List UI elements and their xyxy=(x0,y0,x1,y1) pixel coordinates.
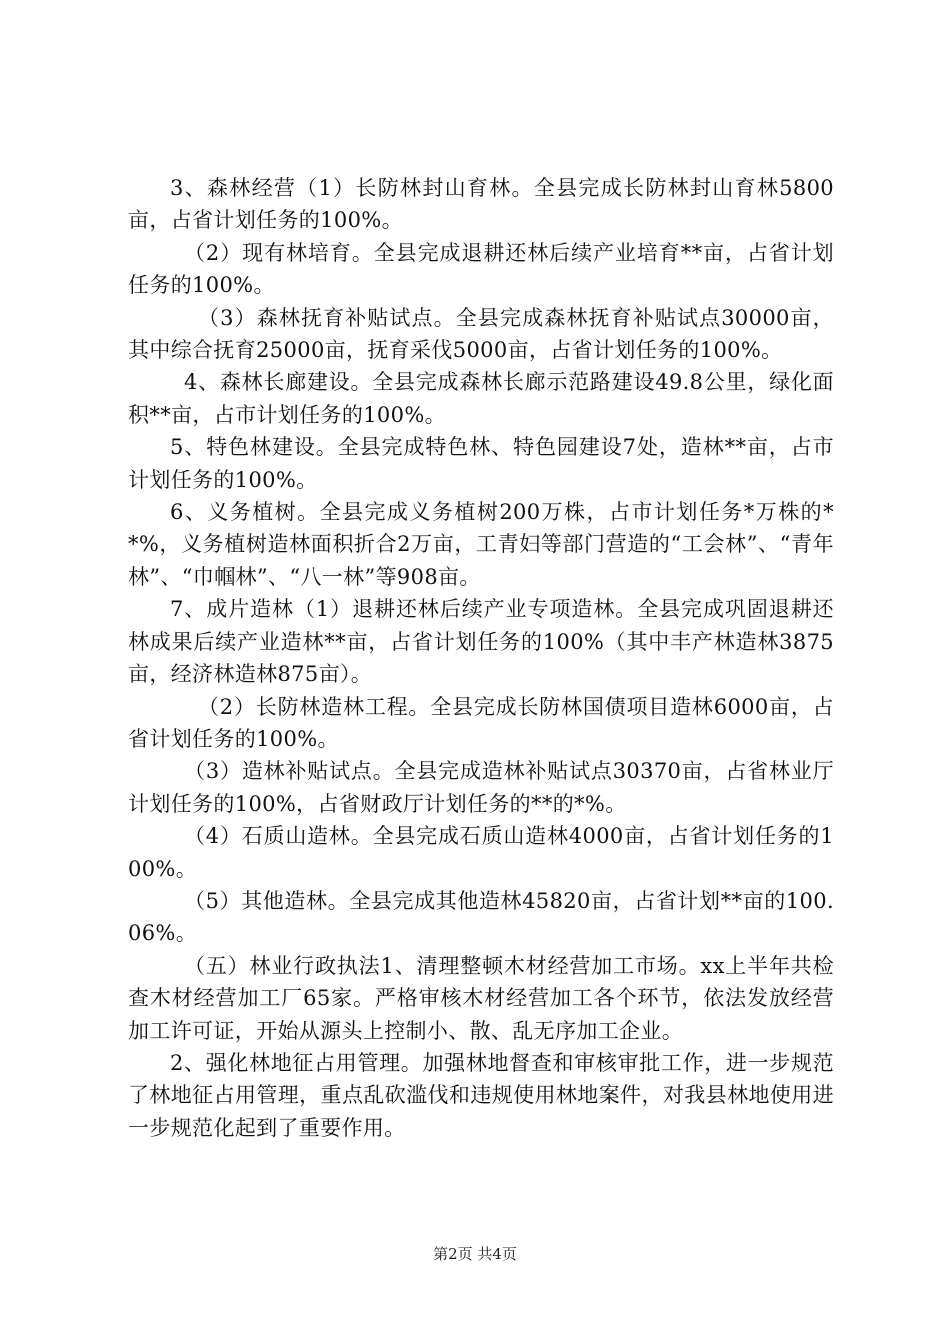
paragraph-land-occupation: 2、强化林地征占用管理。加强林地督查和审核审批工作，进一步规范了林地征占用管理，重点乱砍滥伐和违规使用林地案件，对我县林地使用进一步规范化起到了重要作用。 xyxy=(128,1050,834,1140)
paragraph-law-enforcement: （五）林业行政执法1、清理整顿木材经营加工市场。xx上半年共检查木材经营加工厂65家。严格审核木材经营加工各个环节，依法发放经营加工许可证，开始从源头上控制小、散、乱无序加工企业。 xyxy=(128,953,834,1043)
paragraph-afforestation-subsidy: （3）造林补贴试点。全县完成造林补贴试点30370亩，占省林业厅计划任务的100%，占省财政厅计划任务的**的*%。 xyxy=(128,759,834,816)
paragraph-forest-management: 3、森林经营（1）长防林封山育林。全县完成长防林封山育林5800亩，占省计划任务的100%。 xyxy=(128,176,834,233)
paragraph-forest-corridor: 4、森林长廊建设。全县完成森林长廊示范路建设49.8公里，绿化面积**亩，占市计划任务的100%。 xyxy=(128,370,834,427)
page-footer: 第2页 共4页 xyxy=(433,1245,517,1263)
paragraph-shelterbelt-project: （2）长防林造林工程。全县完成长防林国债项目造林6000亩，占省计划任务的100%。 xyxy=(128,694,834,751)
paragraph-other-afforestation: （5）其他造林。全县完成其他造林45820亩，占省计划**亩的100.06%。 xyxy=(128,888,834,946)
paragraph-existing-forest-cultivation: （2）现有林培育。全县完成退耕还林后续产业培育**亩，占省计划任务的100%。 xyxy=(128,240,834,298)
paragraph-voluntary-planting: 6、义务植树。全县完成义务植树200万株，占市计划任务*万株的**%，义务植树造林面积折合2万亩，工青妇等部门营造的“工会林”、“青年林”、“巾帼林”、“八一林”等908亩。 xyxy=(128,500,834,589)
document-body xyxy=(128,172,834,1144)
paragraph-tending-subsidy-pilot: （3）森林抚育补贴试点。全县完成森林抚育补贴试点30000亩，其中综合抚育25000亩，抚育采伐5000亩，占省计划任务的100%。 xyxy=(128,305,834,363)
paragraph-contiguous-afforestation: 7、成片造林（1）退耕还林后续产业专项造林。全县完成巩固退耕还林成果后续产业造林**亩，占省计划任务的100%（其中丰产林造林3875亩，经济林造林875亩）。 xyxy=(128,597,834,687)
paragraph-featured-forest: 5、特色林建设。全县完成特色林、特色园建设7处，造林**亩，占市计划任务的100%。 xyxy=(128,435,834,492)
paragraph-rocky-mountain: （4）石质山造林。全县完成石质山造林4000亩，占省计划任务的100%。 xyxy=(128,824,834,881)
